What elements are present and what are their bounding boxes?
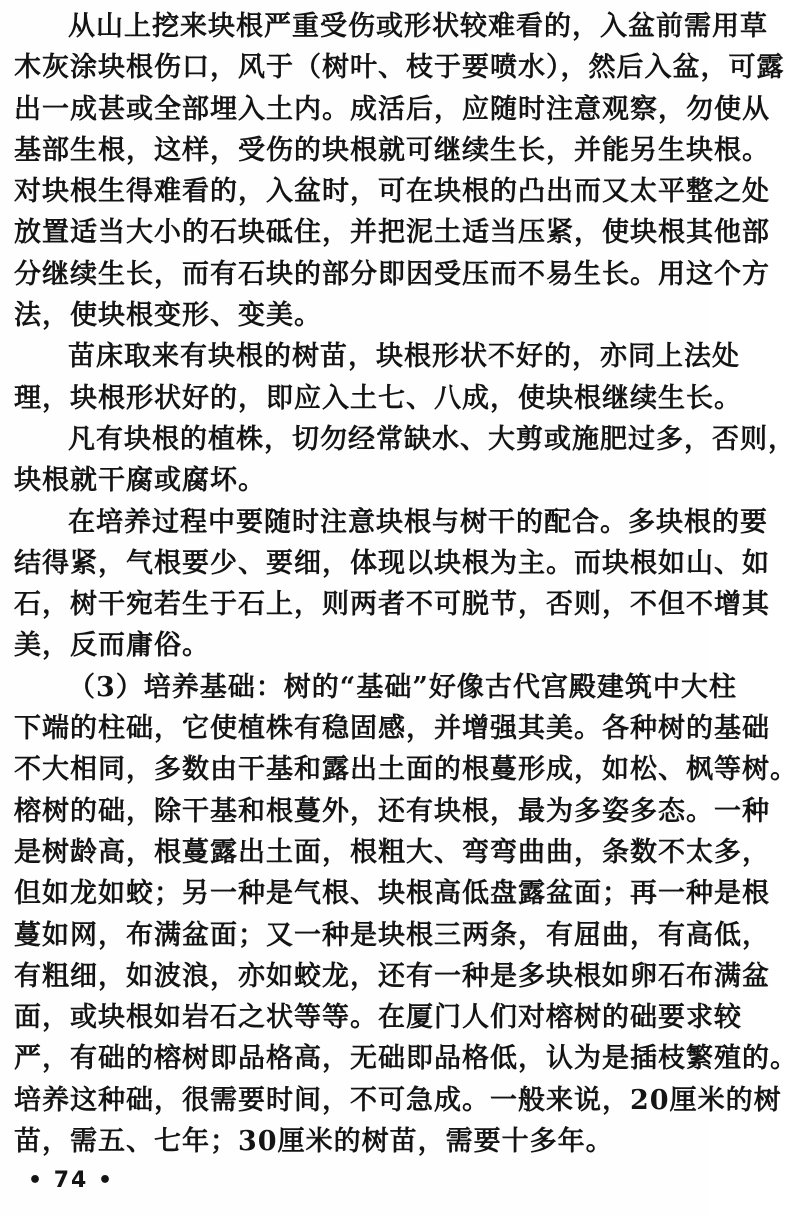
paragraph-line: 有粗细，如波浪，亦如蛟龙，还有一种是多块根如卵石布满盆 <box>14 960 770 992</box>
paragraph-line: 块根就干腐或腐坏。 <box>14 465 266 497</box>
paragraph-line: 美，反而庸俗。 <box>14 630 210 662</box>
paragraph-line: 蔓如网，布满盆面；又一种是块根三两条，有屈曲，有高低， <box>14 919 770 951</box>
paragraph-line: 放置适当大小的石块砥住，并把泥土适当压紧，使块根其他部 <box>14 217 770 249</box>
paragraph-line: 培养这种础，很需要时间，不可急成。一般来说，20厘米的树 <box>14 1084 782 1116</box>
paragraph-line: 木灰涂块根伤口，风于（树叶、枝于要喷水），然后入盆，可露 <box>14 52 785 84</box>
paragraph-line: 但如龙如蛟；另一种是气根、块根高低盘露盆面；再一种是根 <box>14 878 770 910</box>
paragraph-line: 苗床取来有块根的树苗，块根形状不好的，亦同上法处 <box>68 341 740 373</box>
paragraph-line: 对块根生得难看的，入盆时，可在块根的凸出而又太平整之处 <box>14 176 770 208</box>
paragraph-line: 苗，需五、七年；30厘米的树苗，需要十多年。 <box>14 1126 614 1158</box>
paragraph-line: 分继续生长，而有石块的部分即因受压而不易生长。用这个方 <box>14 258 770 290</box>
paragraph-line: （3）培养基础：树的“基础”好像古代宫殿建筑中大柱 <box>68 671 737 703</box>
paragraph-line: 凡有块根的植株，切勿经常缺水、大剪或施肥过多，否则， <box>68 423 796 455</box>
body-text <box>14 6 798 1162</box>
paragraph-line: 从山上挖来块根严重受伤或形状较难看的，入盆前需用草 <box>68 11 768 42</box>
paragraph-line: 在培养过程中要随时注意块根与树干的配合。多块根的要 <box>68 506 768 538</box>
paragraph-line: 下端的柱础，它使植株有稳固感，并增强其美。各种树的基础 <box>14 713 770 745</box>
page-number: • 74 • <box>28 1168 115 1193</box>
paragraph-line: 榕树的础，除干基和根蔓外，还有块根，最为多姿多态。一种 <box>14 795 770 827</box>
paragraph-line: 法，使块根变形、变美。 <box>14 300 322 332</box>
paragraph-line: 面，或块根如岩石之状等等。在厦门人们对榕树的础要求较 <box>14 1002 742 1034</box>
paragraph-line: 石，树干宛若生于石上，则两者不可脱节，否则，不但不增其 <box>14 589 770 621</box>
paragraph-line: 理，块根形状好的，即应入土七、八成，使块根继续生长。 <box>14 382 742 414</box>
paragraph-line: 严，有础的榕树即品格高，无础即品格低，认为是插枝繁殖的。 <box>14 1043 798 1075</box>
paragraph-line: 基部生根，这样，受伤的块根就可继续生长，并能另生块根。 <box>14 134 770 166</box>
paragraph-line: 不大相同，多数由干基和露出土面的根蔓形成，如松、枫等树。 <box>14 754 798 786</box>
paragraph-line: 结得紧，气根要少、要细，体现以块根为主。而块根如山、如 <box>14 547 770 579</box>
paragraph-line: 出一成甚或全部埋入土内。成活后，应随时注意观察，勿使从 <box>14 93 770 125</box>
paragraph-line: 是树龄高，根蔓露出土面，根粗大、弯弯曲曲，条数不太多， <box>14 836 770 868</box>
